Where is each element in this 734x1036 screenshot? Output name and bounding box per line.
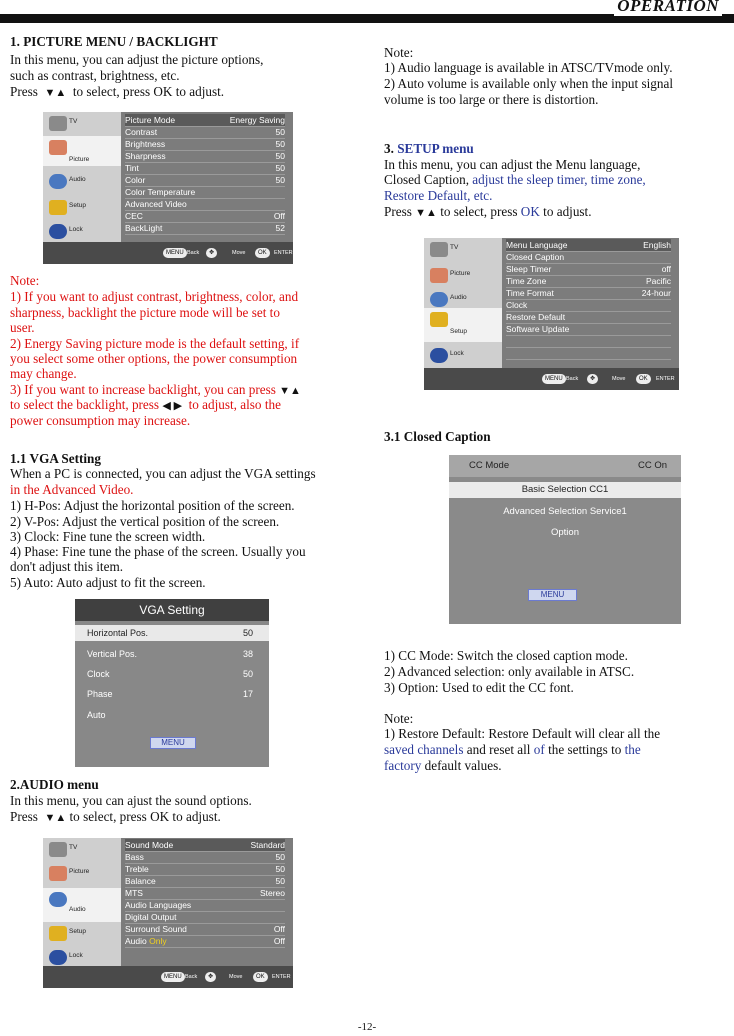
sidebar-item-picture[interactable]: Picture xyxy=(43,862,121,888)
menu-row[interactable]: Audio Only Off xyxy=(125,936,285,946)
text-line: factory default values. xyxy=(384,758,502,773)
vga-row[interactable]: Vertical Pos. 38 xyxy=(87,649,253,659)
note-title: Note: xyxy=(384,711,414,726)
ok-key[interactable]: OK xyxy=(255,248,270,258)
menu-rows xyxy=(121,838,293,966)
text-line: such as contrast, brightness, etc. xyxy=(10,68,180,83)
text-line: saved channels and reset all of the settings to the xyxy=(384,742,641,757)
sidebar-item-lock[interactable]: Lock xyxy=(424,344,502,370)
lock-icon xyxy=(49,950,67,965)
menu-row[interactable]: Time Format 24-hour xyxy=(506,288,671,298)
section-title-picture: 1. PICTURE MENU / BACKLIGHT xyxy=(10,34,218,49)
audio-menu-panel xyxy=(43,838,293,988)
menu-key[interactable]: MENU xyxy=(163,248,187,258)
text-line: When a PC is connected, you can adjust the VGA settings xyxy=(10,466,316,481)
page-header-title: OPERATION xyxy=(614,0,722,16)
setup-icon xyxy=(49,926,67,941)
menu-row[interactable]: BackLight 52 xyxy=(125,223,285,233)
ok-key[interactable]: OK xyxy=(253,972,268,982)
menu-row-empty xyxy=(506,347,671,360)
menu-row[interactable]: Audio Languages xyxy=(125,899,285,912)
note-title: Note: xyxy=(10,273,40,288)
section-title-audio: 2.AUDIO menu xyxy=(10,777,99,792)
setup-menu-panel xyxy=(424,238,679,390)
picture-icon xyxy=(430,268,448,283)
text-line: 2) V-Pos: Adjust the vertical position of the screen. xyxy=(10,514,280,529)
text-line: 2) Energy Saving picture mode is the default setting, if xyxy=(10,336,300,351)
menu-sidebar xyxy=(424,238,502,368)
menu-row[interactable]: Color Temperature xyxy=(125,186,285,199)
section-title-cc: 3.1 Closed Caption xyxy=(384,429,491,444)
menu-row[interactable]: Menu Language English xyxy=(506,240,671,250)
text-line: don't adjust this item. xyxy=(10,559,124,574)
ok-key[interactable]: OK xyxy=(636,374,651,384)
cc-option[interactable]: Advanced Selection Service1 xyxy=(503,506,627,517)
sidebar-item-setup[interactable]: Setup xyxy=(424,308,502,342)
menu-key[interactable]: MENU xyxy=(161,972,185,982)
menu-row[interactable]: Picture Mode Energy Saving xyxy=(125,115,285,125)
audio-icon xyxy=(49,892,67,907)
text-line: user. xyxy=(10,320,35,335)
menu-button[interactable]: MENU xyxy=(150,737,196,749)
text-line: 1) Audio language is available in ATSC/TVmode only. xyxy=(384,60,673,75)
text-line: In this menu, you can adjust the Menu language, xyxy=(384,157,641,172)
setup-icon xyxy=(430,312,448,327)
vga-row[interactable]: Clock 50 xyxy=(87,669,253,679)
lock-icon xyxy=(430,348,448,363)
lock-icon xyxy=(49,224,67,239)
sidebar-item-tv[interactable]: TV xyxy=(424,238,502,264)
arrow-down-up-icon: ▼▲ xyxy=(279,385,301,397)
menu-row[interactable]: Advanced Video xyxy=(125,198,285,211)
text-line: 1) H-Pos: Adjust the horizontal position of the screen. xyxy=(10,498,295,513)
text-line: 1) CC Mode: Switch the closed caption mode. xyxy=(384,648,628,663)
picture-menu-panel xyxy=(43,112,293,264)
sidebar-item-audio[interactable]: Audio xyxy=(43,888,121,922)
text-line: Press ▼▲ to select, press OK to adjust. xyxy=(384,204,592,219)
text-line: 3) If you want to increase backlight, you can press ▼▲ xyxy=(10,382,301,397)
text-line: Restore Default, etc. xyxy=(384,188,493,203)
text-line: sharpness, backlight the picture mode will be set to xyxy=(10,305,280,320)
picture-icon xyxy=(49,866,67,881)
cc-mode-row[interactable]: CC Mode CC On xyxy=(449,455,681,477)
audio-icon xyxy=(430,292,448,307)
sidebar-item-tv[interactable]: TV xyxy=(43,838,121,864)
menu-row[interactable]: Closed Caption xyxy=(506,251,671,264)
text-line: Closed Caption, adjust the sleep timer, time zone, xyxy=(384,172,646,187)
section-title-setup: 3. SETUP menu xyxy=(384,141,474,156)
text-line: 2) Auto volume is available only when the input signal xyxy=(384,76,673,91)
menu-row[interactable]: Sharpness 50 xyxy=(125,151,285,161)
menu-sidebar xyxy=(43,838,121,966)
cc-option[interactable]: Basic Selection CC1 xyxy=(449,482,681,498)
section-title-vga: 1.1 VGA Setting xyxy=(10,451,101,466)
text-line: you select some other options, the power consumption xyxy=(10,351,298,366)
menu-row[interactable]: Sound Mode Standard xyxy=(125,840,285,850)
menu-footer: MENU Back ✥ Move OK ENTER xyxy=(43,966,293,988)
sidebar-item-audio[interactable]: Audio xyxy=(43,170,121,196)
text-line: volume is too large or there is distortion. xyxy=(384,92,599,107)
sidebar-item-audio[interactable]: Audio xyxy=(424,288,502,314)
setup-icon xyxy=(49,200,67,215)
text-line: In this menu, you can ajust the sound options. xyxy=(10,793,252,808)
arrow-left-right-icon: ◀ ▶ xyxy=(162,400,183,412)
sidebar-item-tv[interactable]: TV xyxy=(43,112,121,138)
menu-row[interactable]: Time Zone Pacific xyxy=(506,276,671,286)
menu-sidebar xyxy=(43,112,121,242)
text-line: In this menu, you can adjust the picture options, xyxy=(10,52,264,67)
text-line: may change. xyxy=(10,366,77,381)
menu-row[interactable]: Clock xyxy=(506,299,671,312)
sidebar-item-lock[interactable]: Lock xyxy=(43,220,121,246)
closed-caption-panel xyxy=(449,455,681,624)
text-line: Press ▼▲ to select, press OK to adjust. xyxy=(10,84,225,99)
menu-row[interactable]: Contrast 50 xyxy=(125,127,285,137)
sidebar-item-picture[interactable]: Picture xyxy=(43,136,121,166)
vga-row[interactable]: Horizontal Pos. 50 xyxy=(75,625,269,641)
sidebar-item-lock[interactable]: Lock xyxy=(43,946,121,972)
text-line: 5) Auto: Auto adjust to fit the screen. xyxy=(10,575,206,590)
menu-button[interactable]: MENU xyxy=(528,589,577,601)
menu-footer: MENU Back ✥ Move OK ENTER xyxy=(43,242,293,264)
sidebar-item-setup[interactable]: Setup xyxy=(43,196,121,222)
move-icon: ✥ xyxy=(587,374,598,384)
menu-row[interactable]: Balance 50 xyxy=(125,876,285,886)
move-icon: ✥ xyxy=(205,972,216,982)
menu-row[interactable]: CEC Off xyxy=(125,211,285,221)
menu-row[interactable]: Tint 50 xyxy=(125,163,285,173)
text-line: 1) If you want to adjust contrast, brightness, color, and xyxy=(10,289,299,304)
menu-row[interactable]: MTS Stereo xyxy=(125,888,285,898)
arrow-down-up-icon: ▼▲ xyxy=(44,87,67,99)
vga-row[interactable]: Phase 17 xyxy=(87,689,253,699)
menu-row[interactable]: Digital Output xyxy=(125,911,285,924)
menu-footer: MENU Back ✥ Move OK ENTER xyxy=(424,368,679,390)
tv-icon xyxy=(49,116,67,131)
menu-row[interactable]: Treble 50 xyxy=(125,864,285,874)
menu-row[interactable]: Software Update xyxy=(506,323,671,336)
text-line: 3) Clock: Fine tune the screen width. xyxy=(10,529,206,544)
menu-row[interactable]: Bass 50 xyxy=(125,852,285,862)
menu-rows xyxy=(121,112,293,242)
tv-icon xyxy=(430,242,448,257)
tv-icon xyxy=(49,842,67,857)
picture-icon xyxy=(49,140,67,155)
arrow-down-up-icon: ▼▲ xyxy=(415,207,437,219)
text-line: 4) Phase: Fine tune the phase of the screen. Usually you xyxy=(10,544,306,559)
arrow-down-up-icon: ▼▲ xyxy=(44,812,67,824)
page-number: -12- xyxy=(357,1021,377,1033)
text-line: Press ▼▲ to select, press OK to adjust. xyxy=(10,809,221,824)
text-line: to select the backlight, press ◀ ▶ to adjust, also the xyxy=(10,397,281,412)
menu-row[interactable]: Surround Sound Off xyxy=(125,924,285,934)
text-line: in the Advanced Video. xyxy=(10,482,134,497)
move-icon: ✥ xyxy=(206,248,217,258)
text-line: 3) Option: Used to edit the CC font. xyxy=(384,680,574,695)
sidebar-item-picture[interactable]: Picture xyxy=(424,264,502,290)
sidebar-item-setup[interactable]: Setup xyxy=(43,922,121,948)
note-title: Note: xyxy=(384,45,414,60)
menu-row[interactable]: Color 50 xyxy=(125,175,285,185)
vga-title: VGA Setting xyxy=(75,599,269,621)
vga-row[interactable]: Auto xyxy=(87,710,106,720)
text-line: power consumption may increase. xyxy=(10,413,191,428)
menu-rows xyxy=(502,238,679,368)
audio-icon xyxy=(49,174,67,189)
vga-setting-panel xyxy=(75,599,269,767)
menu-row[interactable]: Sleep Timer off xyxy=(506,264,671,274)
menu-row[interactable]: Brightness 50 xyxy=(125,139,285,149)
text-line: 2) Advanced selection: only available in ATSC. xyxy=(384,664,635,679)
text-line: 1) Restore Default: Restore Default will clear all the xyxy=(384,726,661,741)
cc-option[interactable]: Option xyxy=(551,527,579,538)
menu-key[interactable]: MENU xyxy=(542,374,566,384)
menu-row[interactable]: Restore Default xyxy=(506,311,671,324)
